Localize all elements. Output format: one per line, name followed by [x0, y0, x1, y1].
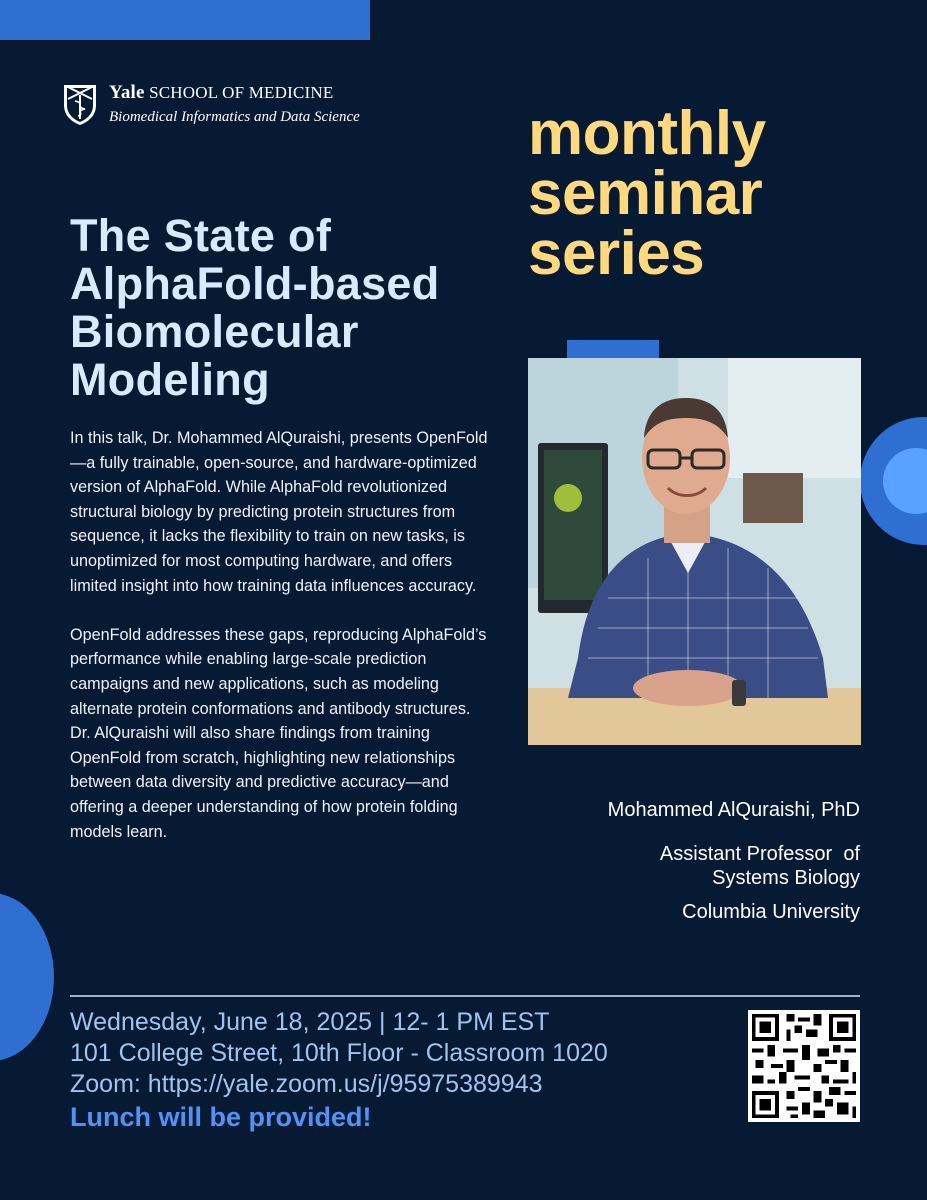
seminar-series-heading [528, 99, 868, 288]
event-location: 101 College Street, 10th Floor - Classroom 1020 [70, 1039, 608, 1067]
logo-school-line [109, 83, 360, 103]
speaker-role-line-2: Systems Biology [712, 867, 860, 889]
logo-department: Biomedical Informatics and Data Science [109, 109, 360, 125]
event-datetime: Wednesday, June 18, 2025 | 12- 1 PM EST [70, 1008, 550, 1036]
title-line-4: Modeling [70, 354, 270, 405]
title-line-1: The State of [70, 210, 332, 261]
decorative-top-bar [0, 0, 370, 40]
yale-shield-icon [62, 83, 98, 127]
logo-school: SCHOOL OF MEDICINE [149, 83, 334, 102]
abstract-paragraph-2: OpenFold addresses these gaps, reproducing AlphaFold’s performance while enabling large-scale prediction campaigns and new applications, such as modeling alternate protein conformations and antibody structures. Dr. AlQuraishi will also share findings from training OpenFold from scratch, highlighting new relationships between data diversity and predictive accuracy—and offering a deeper understanding of how protein folding models learn. [70, 625, 487, 841]
event-details [70, 1007, 750, 1134]
section-divider [70, 995, 860, 997]
speaker-photo [528, 358, 861, 745]
qr-code-icon[interactable] [748, 1010, 860, 1122]
logo-yale: Yale [109, 82, 145, 103]
yale-logo [62, 83, 360, 127]
series-line-3: series [528, 219, 705, 288]
title-line-3: Biomolecular [70, 306, 359, 357]
abstract-paragraph-1: In this talk, Dr. Mohammed AlQuraishi, presents OpenFold—a fully trainable, open-source, and hardware-optimized version of AlphaFold. While AlphaFold revolutionized structural biology by predicting protein structures from sequence, it lacks the flexibility to train on new tasks, is unoptimized for most computing hardware, and offers limited insight into how training data influences accuracy. [70, 429, 488, 595]
speaker-role-line-1: Assistant Professor of [659, 843, 860, 865]
talk-abstract [70, 426, 490, 869]
logo-text [109, 83, 360, 127]
talk-title [70, 212, 510, 404]
decorative-circle-left [0, 893, 54, 1061]
speaker-role [520, 842, 860, 890]
series-line-2: seminar [528, 159, 763, 228]
speaker-name: Mohammed AlQuraishi, PhD [607, 799, 860, 821]
event-lunch-note: Lunch will be provided! [70, 1102, 372, 1132]
decorative-photo-tab [567, 340, 659, 358]
speaker-institution: Columbia University [682, 901, 860, 923]
speaker-info [520, 796, 860, 924]
speaker-portrait-image [528, 358, 861, 745]
title-line-2: AlphaFold-based [70, 258, 440, 309]
series-line-1: monthly [528, 99, 766, 168]
event-zoom-link[interactable]: Zoom: https://yale.zoom.us/j/95975389943 [70, 1070, 543, 1098]
